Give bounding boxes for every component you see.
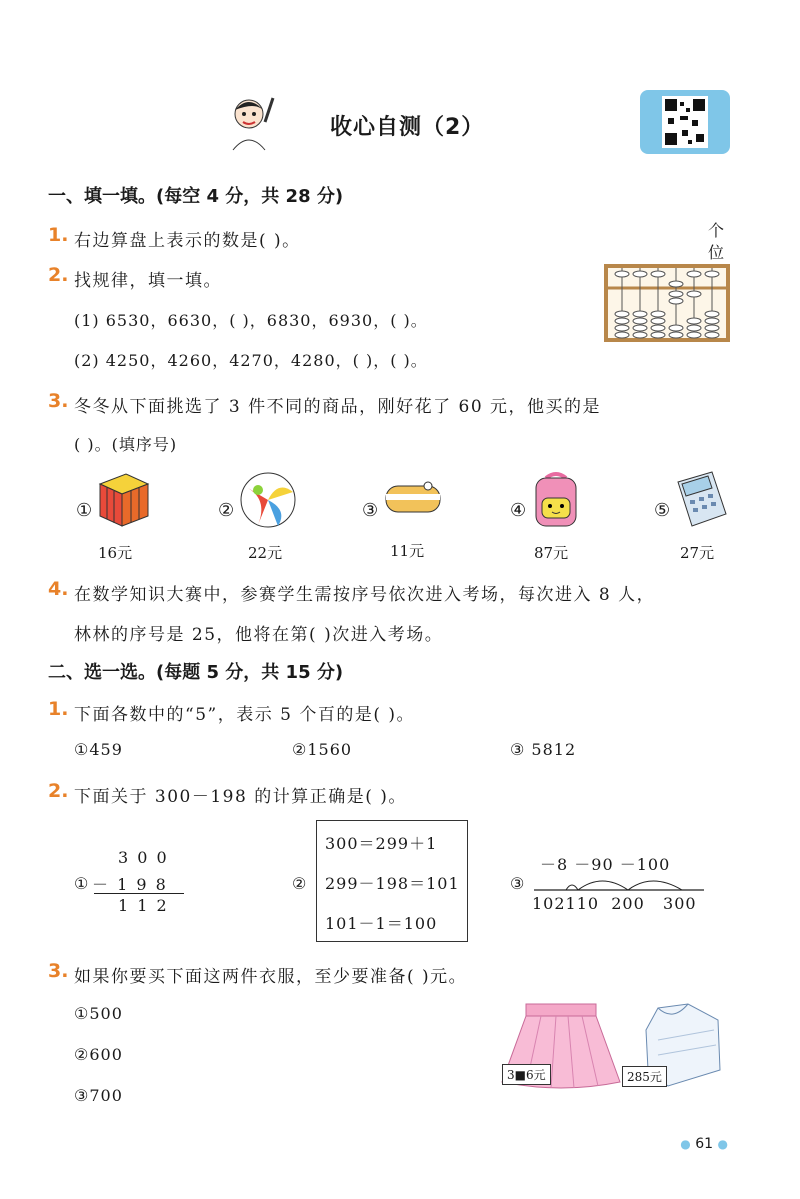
item-2-mark: ② xyxy=(218,500,235,521)
qr-code-icon[interactable] xyxy=(640,90,730,154)
q3-text: 冬冬从下面挑选了 3 件不同的商品，刚好花了 60 元，他买的是 xyxy=(74,397,602,417)
vertical-bot: 1 1 2 xyxy=(118,896,169,915)
q4-number: 4. xyxy=(48,578,69,600)
abacus-icon xyxy=(604,264,730,346)
page-number: ● 61 ● xyxy=(680,1136,728,1152)
s2-q1-text: 下面各数中的“5”，表示 5 个百的是( )。 xyxy=(74,705,415,725)
s2-q3-option-2: ②600 xyxy=(74,1045,123,1064)
s2-q1-option-1: ①459 xyxy=(74,740,123,759)
s2-q3-number: 3. xyxy=(48,960,69,982)
equation-3: 101－1＝100 xyxy=(325,914,438,933)
item-1-mark: ① xyxy=(76,500,93,521)
boy-mascot-icon xyxy=(225,92,281,152)
beach-ball-icon xyxy=(238,470,298,534)
skirt-price-tag: 3■6元 xyxy=(502,1064,551,1085)
s2-q3-text: 如果你要买下面这两件衣服，至少要准备( )元。 xyxy=(74,967,468,987)
section-1-heading: 一、填一填。(每空 4 分，共 28 分) xyxy=(48,186,344,207)
q2-part-2: (2) 4250，4260，4270，4280，( )，( )。 xyxy=(74,351,428,370)
q2-text: 找规律，填一填。 xyxy=(74,271,222,291)
pencil-case-icon xyxy=(382,474,444,522)
vertical-top: 3 0 0 xyxy=(118,848,169,867)
s2-q2-text: 下面关于 300－198 的计算正确是( )。 xyxy=(74,787,407,807)
equation-1: 300＝299＋1 xyxy=(325,834,438,853)
item-3-mark: ③ xyxy=(362,500,379,521)
equation-box xyxy=(316,820,468,942)
s2-q1-option-2: ②1560 xyxy=(292,740,353,759)
product-list xyxy=(76,470,716,560)
q4-text: 在数学知识大赛中，参赛学生需按序号依次进入考场，每次进入 8 人， xyxy=(74,585,656,605)
item-4-mark: ④ xyxy=(510,500,527,521)
item-3-price: 11元 xyxy=(390,542,425,560)
numberline-top: －8 －90 －100 xyxy=(540,855,671,874)
q1-text: 右边算盘上表示的数是( )。 xyxy=(74,231,301,251)
backpack-icon xyxy=(530,470,582,534)
abacus-label: 个 位 xyxy=(708,221,725,262)
s2-q2-number: 2. xyxy=(48,780,69,802)
s2-q3-option-3: ③700 xyxy=(74,1086,123,1105)
s2-q1-number: 1. xyxy=(48,698,69,720)
s2-q3-option-1: ①500 xyxy=(74,1004,123,1023)
item-5-mark: ⑤ xyxy=(654,500,671,521)
q2-number: 2. xyxy=(48,264,69,286)
rubik-cube-icon xyxy=(96,470,152,534)
s2-q2-option-1-mark: ① xyxy=(74,874,90,893)
page-title: 收心自测（2） xyxy=(330,115,485,140)
vertical-mid: － 1 9 8 xyxy=(92,875,168,894)
section-2-heading: 二、选一选。(每题 5 分，共 15 分) xyxy=(48,662,344,683)
sweater-price-tag: 285元 xyxy=(622,1066,667,1087)
q4-text-2: 林林的序号是 25，他将在第( )次进入考场。 xyxy=(74,625,444,645)
item-2-price: 22元 xyxy=(248,544,283,562)
q2-part-1: (1) 6530，6630，( )，6830，6930，( )。 xyxy=(74,311,428,330)
item-4-price: 87元 xyxy=(534,544,569,562)
equation-2: 299－198＝101 xyxy=(325,874,460,893)
numberline-bot: 102110 200 300 xyxy=(532,894,697,913)
q3-text-2: ( )。(填序号) xyxy=(74,435,178,454)
item-5-price: 27元 xyxy=(680,544,715,562)
q1-number: 1. xyxy=(48,224,69,246)
s2-q2-option-3-mark: ③ xyxy=(510,874,526,893)
vertical-line xyxy=(94,893,184,894)
item-1-price: 16元 xyxy=(98,544,133,562)
s2-q1-option-3: ③ 5812 xyxy=(510,740,577,759)
s2-q2-option-2-mark: ② xyxy=(292,874,308,893)
q3-number: 3. xyxy=(48,390,69,412)
calculator-icon xyxy=(672,470,730,534)
